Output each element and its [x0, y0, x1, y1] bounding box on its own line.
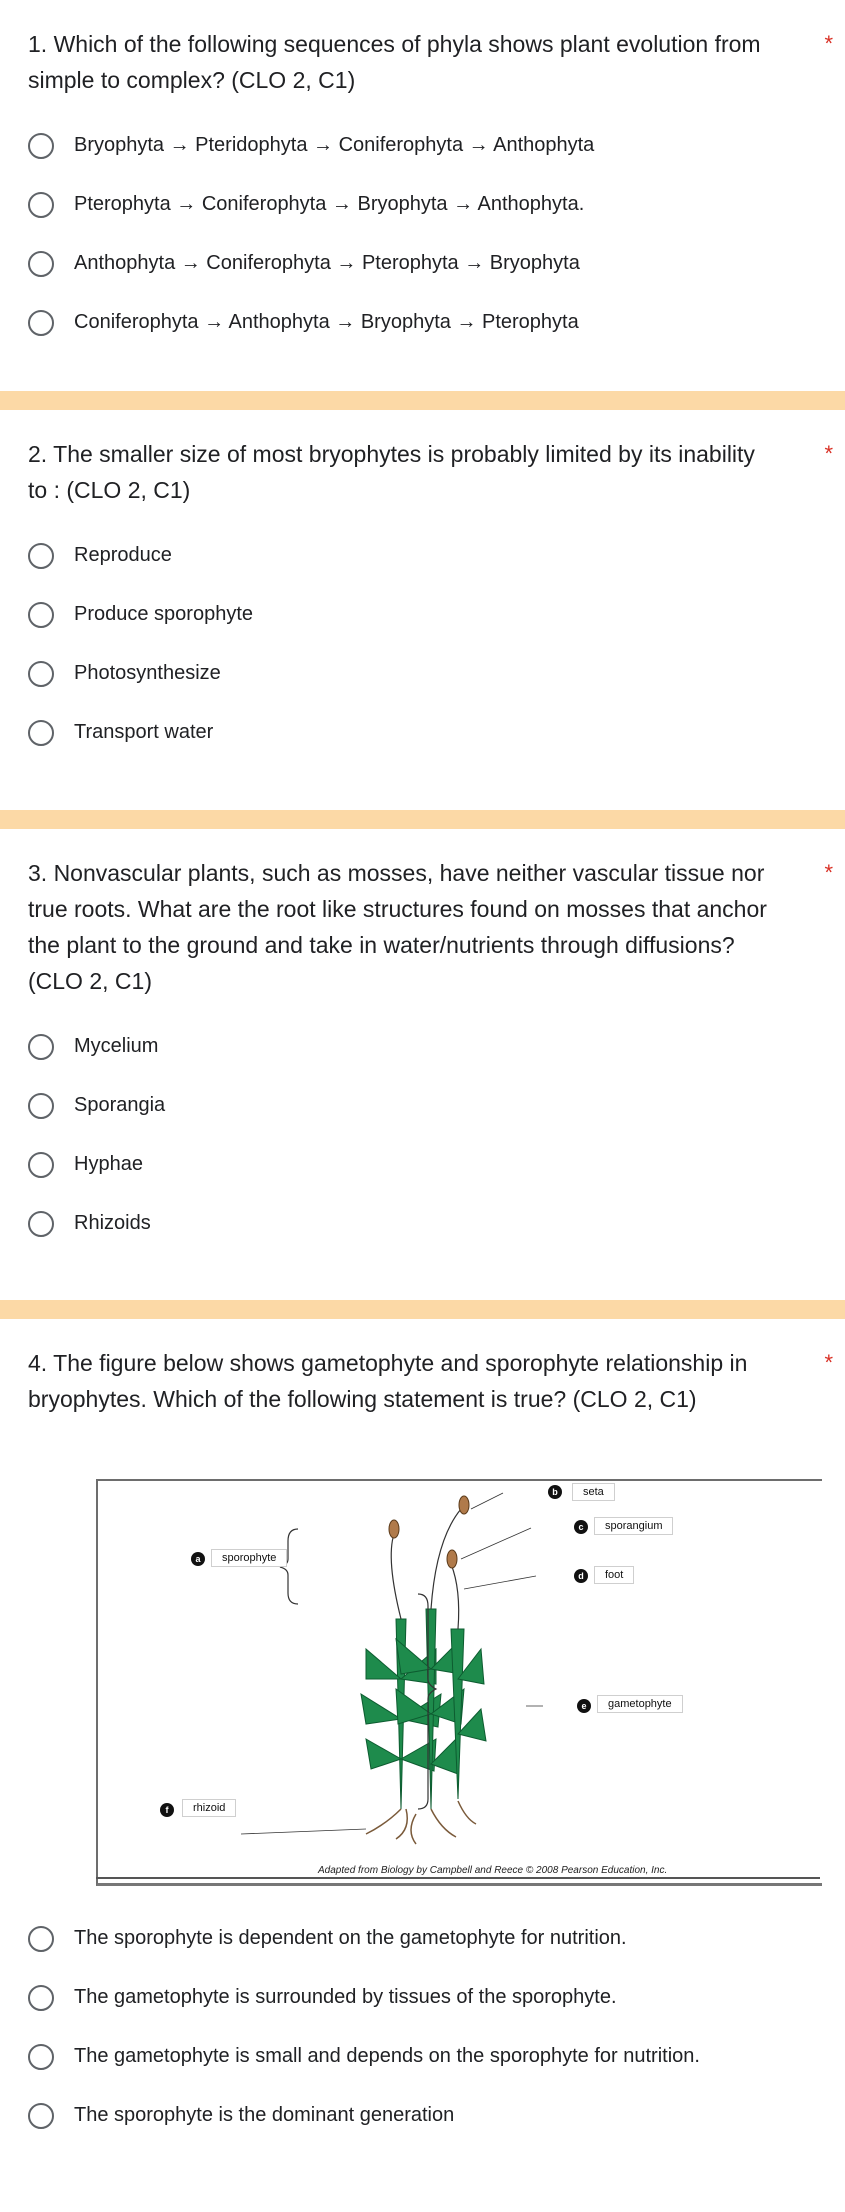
radio-button[interactable] [28, 602, 54, 628]
figure-letter-c: c [574, 1520, 588, 1534]
figure-label-sporangium: sporangium [594, 1517, 673, 1535]
option-item[interactable] [28, 585, 817, 644]
moss-illustration [66, 1479, 820, 1881]
section-divider [0, 1300, 845, 1319]
figure-label-sporophyte: sporophyte [211, 1549, 287, 1567]
radio-button[interactable] [28, 251, 54, 277]
figure-letter-d: d [574, 1569, 588, 1583]
option-label: Bryophyta → Pteridophyta → Coniferophyta → Anthophyta [74, 134, 595, 156]
question-1 [0, 0, 845, 391]
question-2 [0, 410, 845, 810]
option-label: Produce sporophyte [74, 603, 254, 625]
question-3 [0, 829, 845, 1300]
option-item[interactable] [28, 234, 817, 293]
radio-button[interactable] [28, 2044, 54, 2070]
question-title: 1. Which of the following sequences of phyla shows plant evolution from simple to complex? (CLO 2, C1) [28, 31, 761, 93]
option-label: The gametophyte is surrounded by tissues of the sporophyte. [74, 1986, 617, 2008]
option-item[interactable] [28, 175, 817, 234]
option-label: Sporangia [74, 1094, 166, 1116]
options-list [28, 116, 817, 352]
figure-letter-e: e [577, 1699, 591, 1713]
options-list [28, 1017, 817, 1253]
question-title: 3. Nonvascular plants, such as mosses, have neither vascular tissue nor true roots. What are the root like structures found on mosses that anchor the plant to the ground and take in water/nutrients through diffusions? (CLO 2, C1) [28, 860, 767, 994]
figure-letter-a: a [191, 1552, 205, 1566]
section-divider [0, 391, 845, 410]
radio-button[interactable] [28, 543, 54, 569]
option-label: Anthophyta → Coniferophyta → Pterophyta → Bryophyta [74, 252, 580, 274]
option-item[interactable] [28, 1135, 817, 1194]
option-item[interactable] [28, 116, 817, 175]
options-list [0, 1909, 845, 2145]
radio-button[interactable] [28, 1093, 54, 1119]
option-label: The sporophyte is the dominant generation [74, 2104, 455, 2126]
figure-letter-f: f [160, 1803, 174, 1817]
radio-button[interactable] [28, 1034, 54, 1060]
options-list [28, 526, 817, 762]
required-asterisk: * [824, 31, 833, 56]
option-label: Coniferophyta → Anthophyta → Bryophyta → Pterophyta [74, 311, 579, 333]
option-item[interactable] [28, 1017, 817, 1076]
figure-label-rhizoid: rhizoid [182, 1799, 236, 1817]
moss-life-cycle-figure [66, 1479, 820, 1881]
option-item[interactable] [28, 526, 817, 585]
question-4 [0, 1319, 845, 2212]
section-divider [0, 810, 845, 829]
option-item[interactable] [28, 1076, 817, 1135]
radio-button[interactable] [28, 192, 54, 218]
option-item[interactable] [28, 644, 817, 703]
option-label: Transport water [74, 721, 214, 743]
radio-button[interactable] [28, 2103, 54, 2129]
option-item[interactable] [28, 2027, 817, 2086]
radio-button[interactable] [28, 310, 54, 336]
radio-button[interactable] [28, 1926, 54, 1952]
option-label: Hyphae [74, 1153, 143, 1175]
option-item[interactable] [28, 2086, 817, 2145]
option-item[interactable] [28, 1968, 817, 2027]
radio-button[interactable] [28, 1152, 54, 1178]
radio-button[interactable] [28, 1985, 54, 2011]
option-label: The gametophyte is small and depends on the sporophyte for nutrition. [74, 2045, 700, 2067]
radio-button[interactable] [28, 720, 54, 746]
radio-button[interactable] [28, 1211, 54, 1237]
option-item[interactable] [28, 1909, 817, 1968]
option-label: Mycelium [74, 1035, 159, 1057]
radio-button[interactable] [28, 661, 54, 687]
question-title: 2. The smaller size of most bryophytes is probably limited by its inability to : (CLO 2, C1) [28, 441, 755, 503]
required-asterisk: * [824, 441, 833, 466]
option-label: Rhizoids [74, 1212, 151, 1234]
figure-credit: Adapted from Biology by Campbell and Reece © 2008 Pearson Education, Inc. [318, 1865, 668, 1876]
figure-letter-b: b [548, 1485, 562, 1499]
option-label: Reproduce [74, 544, 172, 566]
figure-label-foot: foot [594, 1566, 634, 1584]
radio-button[interactable] [28, 133, 54, 159]
option-item[interactable] [28, 703, 817, 762]
required-asterisk: * [824, 860, 833, 885]
option-label: The sporophyte is dependent on the gametophyte for nutrition. [74, 1927, 627, 1949]
option-label: Pterophyta → Coniferophyta → Bryophyta → Anthophyta. [74, 193, 585, 215]
question-title: 4. The figure below shows gametophyte and sporophyte relationship in bryophytes. Which of the following statement is true? (CLO 2, C1) [28, 1350, 748, 1412]
option-item[interactable] [28, 293, 817, 352]
option-label: Photosynthesize [74, 662, 221, 684]
figure-label-seta: seta [572, 1483, 615, 1501]
option-item[interactable] [28, 1194, 817, 1253]
required-asterisk: * [824, 1350, 833, 1375]
figure-label-gametophyte: gametophyte [597, 1695, 683, 1713]
